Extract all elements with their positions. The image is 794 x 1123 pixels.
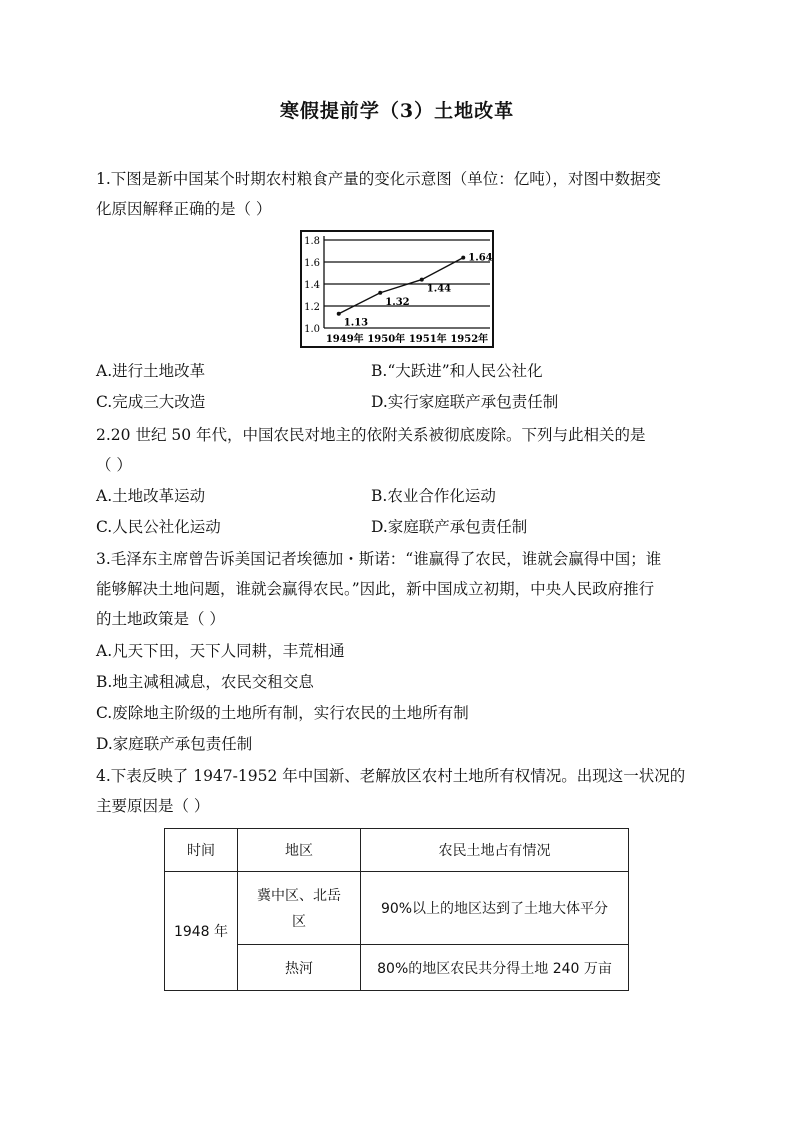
- y-tick-label: 1.8: [304, 236, 320, 247]
- data-point: [461, 256, 465, 260]
- y-tick-label: 1.4: [304, 280, 320, 291]
- cell-status: 90%以上的地区达到了土地大体平分: [361, 872, 629, 945]
- data-label: 1.64: [468, 252, 493, 264]
- cell-region: [238, 872, 361, 945]
- q1-stem-line2: 化原因解释正确的是（ ）: [96, 200, 272, 218]
- data-label: 1.44: [426, 283, 452, 295]
- table-header-row: [165, 829, 629, 872]
- table-row: [165, 872, 629, 945]
- cell-status: 80%的地区农民共分得土地 240 万亩: [361, 945, 629, 991]
- data-label: 1.32: [385, 296, 410, 308]
- q1-option-b[interactable]: B.“大跃进”和人民公社化: [371, 362, 543, 380]
- q2-option-c[interactable]: C.人民公社化运动: [96, 518, 221, 536]
- chart-frame: [301, 231, 493, 347]
- q2-stem-line1: 2.20 世纪 50 年代，中国农民对地主的依附关系被彻底废除。下列与此相关的是: [96, 426, 646, 444]
- q3-option-d[interactable]: D.家庭联产承包责任制: [96, 735, 253, 753]
- x-tick-label: 1952年: [450, 334, 489, 345]
- header-time: 时间: [165, 829, 238, 872]
- q1-option-a[interactable]: A.进行土地改革: [96, 362, 206, 380]
- data-point: [337, 312, 341, 316]
- q2-stem-line2: （ ）: [96, 456, 132, 474]
- q4-stem-line2: 主要原因是（ ）: [96, 797, 210, 815]
- chart-svg: [300, 230, 494, 348]
- q1-option-c[interactable]: C.完成三大改造: [96, 393, 206, 411]
- header-status: 农民土地占有情况: [361, 829, 629, 872]
- cell-region-line2: 区: [292, 914, 306, 930]
- q3-stem-line3: 的土地政策是（ ）: [96, 610, 225, 628]
- data-point: [378, 291, 382, 295]
- grain-output-chart: [300, 230, 494, 348]
- land-ownership-table: [164, 828, 629, 991]
- q3-stem-line1: 3.毛泽东主席曾告诉美国记者埃德加・斯诺：“谁赢得了农民，谁就会赢得中国；谁: [96, 550, 662, 568]
- data-label: 1.13: [343, 317, 369, 329]
- header-region: 地区: [238, 829, 361, 872]
- y-tick-label: 1.6: [304, 258, 320, 269]
- cell-year: 1948 年: [165, 872, 238, 991]
- q2-option-d[interactable]: D.家庭联产承包责任制: [371, 518, 528, 536]
- x-tick-label: 1950年: [367, 334, 406, 345]
- x-tick-label: 1949年: [325, 334, 364, 345]
- q4-stem-line1: 4.下表反映了 1947-1952 年中国新、老解放区农村土地所有权情况。出现这一状况的: [96, 767, 686, 785]
- q1-option-d[interactable]: D.实行家庭联产承包责任制: [371, 393, 559, 411]
- x-tick-label: 1951年: [408, 334, 447, 345]
- q2-option-a[interactable]: A.土地改革运动: [96, 487, 206, 505]
- y-tick-label: 1.2: [304, 302, 320, 313]
- q2-option-b[interactable]: B.农业合作化运动: [371, 487, 496, 505]
- q3-option-b[interactable]: B.地主减租减息，农民交租交息: [96, 673, 314, 691]
- data-point: [420, 278, 424, 282]
- q3-option-a[interactable]: A.凡天下田，天下人同耕，丰荒相通: [96, 642, 345, 660]
- cell-region: 热河: [238, 945, 361, 991]
- page-title: 寒假提前学（3）土地改革: [279, 100, 515, 122]
- cell-region-line1: 冀中区、北岳: [257, 888, 341, 904]
- q3-stem-line2: 能够解决土地问题，谁就会赢得农民。”因此，新中国成立初期，中央人民政府推行: [96, 580, 655, 598]
- y-tick-label: 1.0: [304, 324, 320, 335]
- q3-option-c[interactable]: C.废除地主阶级的土地所有制，实行农民的土地所有制: [96, 704, 469, 722]
- q1-stem-line1: 1.下图是新中国某个时期农村粮食产量的变化示意图（单位：亿吨），对图中数据变: [96, 170, 662, 188]
